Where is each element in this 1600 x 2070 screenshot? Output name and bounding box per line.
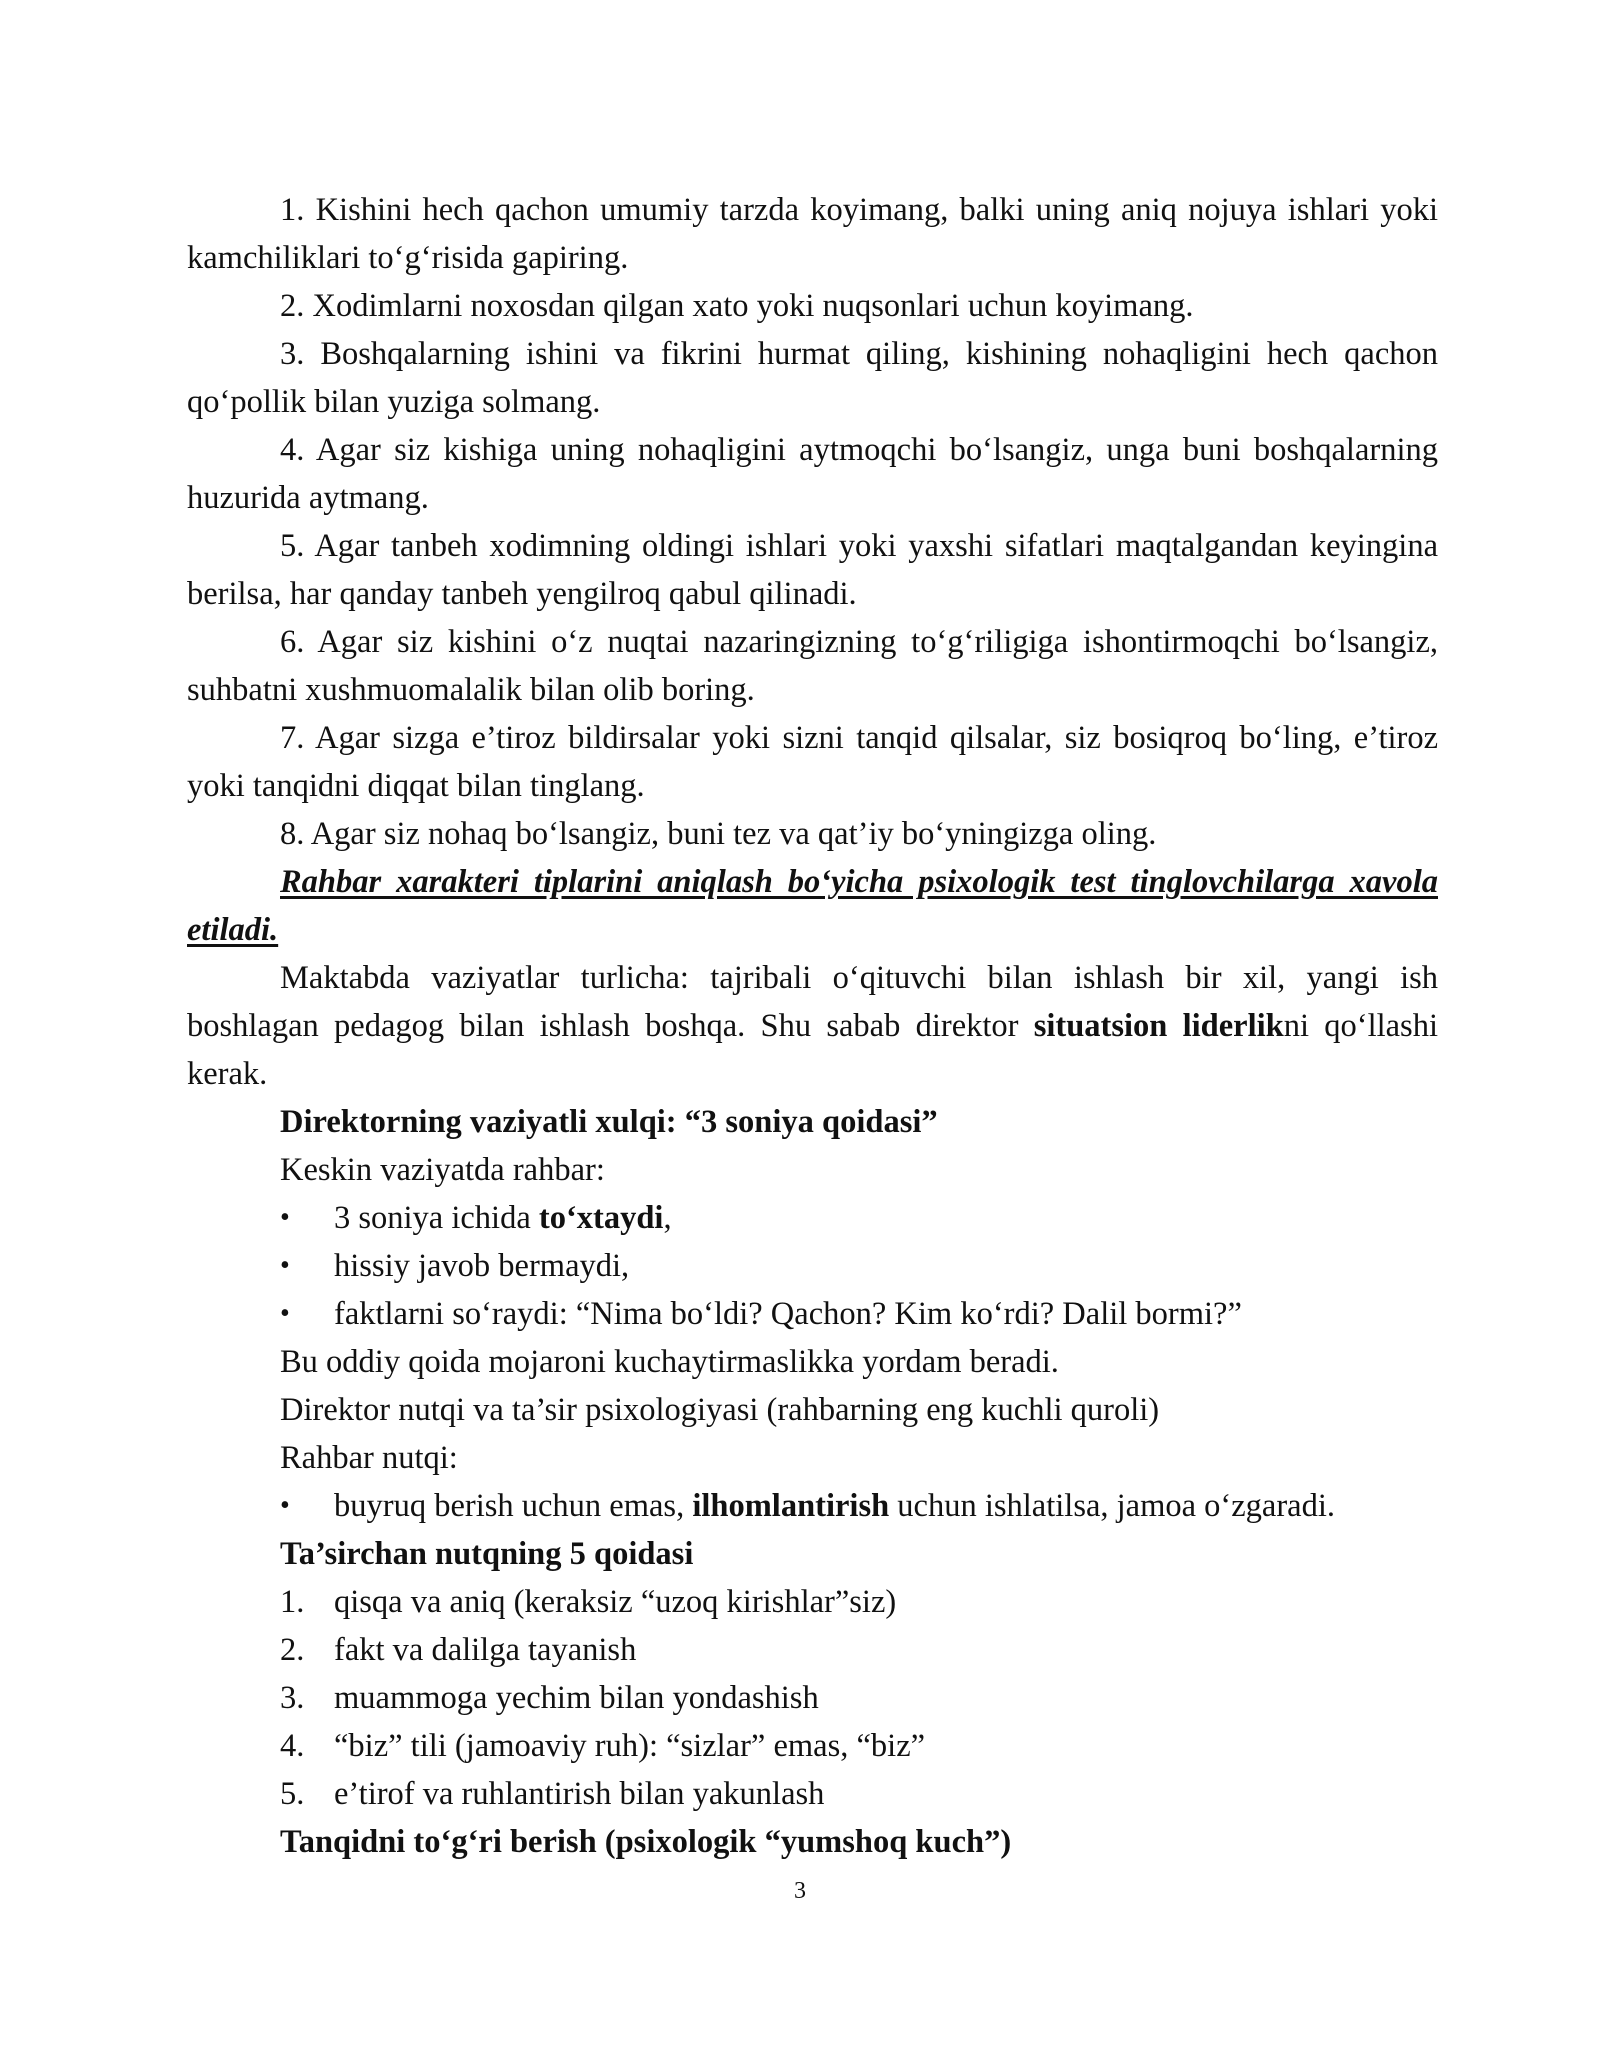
rule-6: 6. Agar siz kishini o‘z nuqtai nazaringizning to‘g‘riligiga ishontirmoqchi bo‘lsangiz, suhbatni xushmuomalalik bilan olib boring. [187,624,1438,708]
speech-section-title: Direktor nutqi va ta’sir psixologiyasi (rahbarning eng kuchli quroli) [280,1392,1160,1428]
five-rules-heading: Ta’sirchan nutqning 5 qoidasi [280,1536,694,1572]
bullet-icon: • [280,1202,290,1233]
speech-intro: Rahbar nutqi: [280,1440,458,1476]
three-second-rule-intro: Keskin vaziyatda rahbar: [280,1152,605,1188]
list-item [187,1194,1438,1242]
rule-2: 2. Xodimlarni noxosdan qilgan xato yoki nuqsonlari uchun koyimang. [280,288,1194,324]
situational-leadership-term: situatsion liderlik [1033,1008,1284,1044]
list-item-text: qisqa va aniq (keraksiz “uzoq kirishlar”siz) [334,1584,897,1620]
list-item [187,1290,1438,1338]
list-item-number: 4. [280,1728,305,1764]
list-item-text: buyruq berish uchun emas, [334,1488,693,1524]
rule-8: 8. Agar siz nohaq bo‘lsangiz, buni tez va qat’iy bo‘yningizga oling. [280,816,1157,852]
list-item-text: faktlarni so‘raydi: “Nima bo‘ldi? Qachon? Kim ko‘rdi? Dalil bormi?” [334,1296,1242,1332]
rule-5: 5. Agar tanbeh xodimning oldingi ishlari yoki yaxshi sifatlari maqtalgandan keyingina berilsa, har qanday tanbeh yengilroq qabul qilinadi. [187,528,1438,612]
rule-3: 3. Boshqalarning ishini va fikrini hurmat qiling, kishining nohaqligini hech qachon qo‘pollik bilan yuziga solmang. [187,336,1438,420]
list-item [187,1722,1438,1770]
list-item-bold-text: ilhomlantirish [692,1488,890,1524]
list-item-number: 3. [280,1680,305,1716]
list-item-text: muammoga yechim bilan yondashish [334,1680,819,1716]
bullet-icon: • [280,1490,290,1521]
rule-4: 4. Agar siz kishiga uning nohaqligini aytmoqchi bo‘lsangiz, unga buni boshqalarning huzurida aytmang. [187,432,1438,516]
bullet-icon: • [280,1298,290,1329]
three-second-rule-heading: Direktorning vaziyatli xulqi: “3 soniya qoidasi” [280,1104,938,1140]
list-item-number: 2. [280,1632,305,1668]
list-item-text-end: uchun ishlatilsa, jamoa o‘zgaradi. [889,1488,1335,1524]
list-item-number: 5. [280,1776,305,1812]
list-item-text-end: , [663,1200,672,1236]
list-item [187,1482,1438,1530]
rule-1: 1. Kishini hech qachon umumiy tarzda koyimang, balki uning aniq nojuya ishlari yoki kamchiliklari to‘g‘risida gapiring. [187,192,1438,276]
five-rules-list [187,1578,1438,1818]
list-item-text: e’tirof va ruhlantirish bilan yakunlash [334,1776,825,1812]
situational-text-after: ni qo‘llashi kerak. [187,1008,1438,1092]
list-item-text: fakt va dalilga tayanish [334,1632,637,1668]
list-item-text: hissiy javob bermaydi, [334,1248,630,1284]
list-item [187,1578,1438,1626]
page-number: 3 [794,1878,806,1904]
page-content [187,186,1438,1866]
list-item-bold-text: to‘xtaydi [538,1200,664,1236]
three-second-rule-conclusion: Bu oddiy qoida mojaroni kuchaytirmaslikka yordam beradi. [280,1344,1059,1380]
three-second-rule-list [187,1194,1438,1338]
situational-text-before: Maktabda vaziyatlar turlicha: tajribali o‘qituvchi bilan ishlash bir xil, yangi ish boshlagan pedagog bilan ishlash boshqa. Shu sabab direktor [187,960,1438,1044]
list-item-text: 3 soniya ichida [334,1200,539,1236]
bullet-icon: • [280,1250,290,1281]
criticism-heading: Tanqidni to‘g‘ri berish (psixologik “yumshoq kuch”) [280,1824,1012,1860]
speech-list [187,1482,1438,1530]
list-item [187,1770,1438,1818]
list-item [187,1626,1438,1674]
situational-leadership-paragraph [187,954,1438,1098]
rule-7: 7. Agar sizga e’tiroz bildirsalar yoki sizni tanqid qilsalar, siz bosiqroq bo‘ling, e’tiroz yoki tanqidni diqqat bilan tinglang. [187,720,1438,804]
list-item [187,1242,1438,1290]
list-item-text: “biz” tili (jamoaviy ruh): “sizlar” emas, “biz” [334,1728,926,1764]
list-item [187,1674,1438,1722]
psychological-test-note: Rahbar xarakteri tiplarini aniqlash bo‘yicha psixologik test tinglovchilarga xavola etiladi. [187,864,1438,948]
list-item-number: 1. [280,1584,305,1620]
